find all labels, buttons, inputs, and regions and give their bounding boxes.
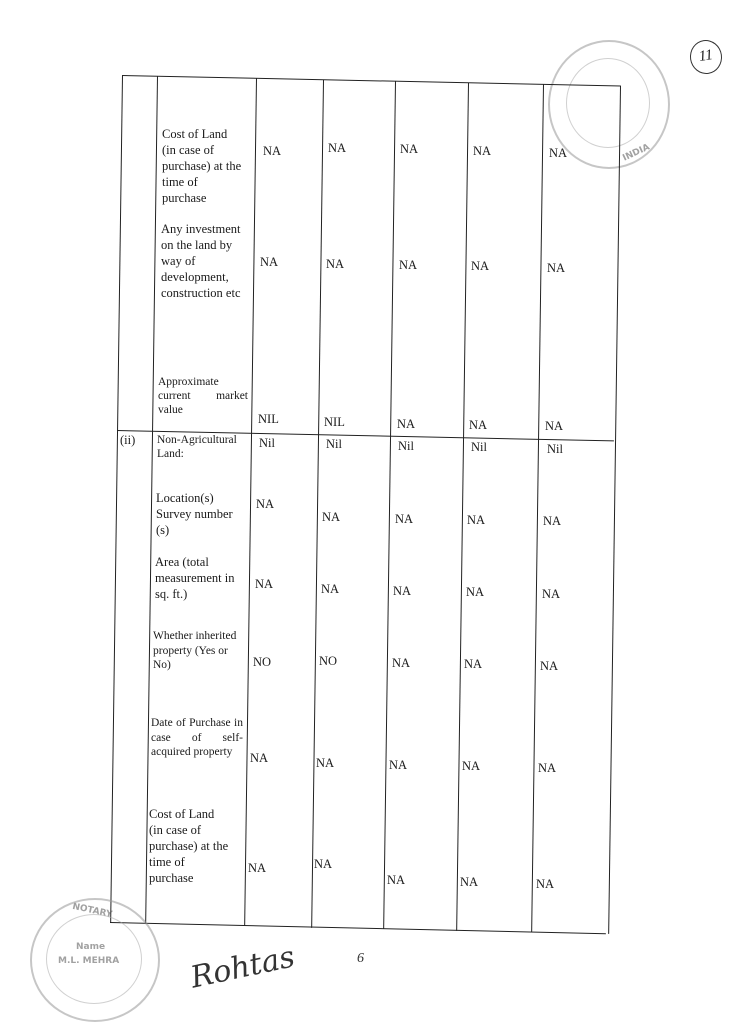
row-label-cost-of-land-2: Cost of Land (in case of purchase) at the time of purchase xyxy=(149,807,229,885)
stamp-top-text: INDIA xyxy=(621,142,652,164)
cell: NA xyxy=(542,587,561,601)
cell: NA xyxy=(473,144,492,158)
cell: NA xyxy=(471,259,490,273)
cell: NA xyxy=(549,146,568,160)
table-col-line-3 xyxy=(311,80,324,928)
cell: NA xyxy=(250,751,269,765)
row-label-date-of-purchase: Date of Purchase in case of self-acquired property xyxy=(151,717,243,758)
cell: NA xyxy=(543,514,562,528)
section-ii-label: (ii) xyxy=(120,433,136,447)
notary-stamp-bottom xyxy=(30,898,160,1022)
cell: NA xyxy=(316,756,335,770)
cell: NA xyxy=(464,657,483,671)
table-top-border xyxy=(122,75,621,86)
cell: NA xyxy=(326,257,345,271)
cell: Nil xyxy=(398,439,414,453)
row-label-investment: Any investment on the land by way of development, construction etc xyxy=(161,222,241,300)
cell: NA xyxy=(540,659,559,673)
cell: Nil xyxy=(326,437,342,451)
cell: NA xyxy=(260,255,279,269)
table-col-line-7 xyxy=(608,86,621,934)
row-label-cost-of-land-1: Cost of Land (in case of purchase) at the time of purchase xyxy=(162,127,242,205)
cell: NA xyxy=(389,758,408,772)
cell: NA xyxy=(328,141,347,155)
stamp-person-text: M.L. MEHRA xyxy=(58,956,120,966)
row-label-location: Location(s) Survey number (s) xyxy=(156,491,233,537)
cell: NA xyxy=(397,417,416,431)
cell: Nil xyxy=(471,440,487,454)
cell: NIL xyxy=(324,415,345,429)
cell: NA xyxy=(256,497,275,511)
cell: NA xyxy=(399,258,418,272)
cell: Nil xyxy=(259,436,275,450)
signature: Rohtas xyxy=(187,939,298,996)
cell: NA xyxy=(547,261,566,275)
row-label-inherited: Whether inherited property (Yes or No) xyxy=(153,630,237,671)
cell: NA xyxy=(469,418,488,432)
cell: NA xyxy=(321,582,340,596)
cell: NA xyxy=(255,577,274,591)
signature-page-number: 6 xyxy=(357,951,364,966)
cell: NA xyxy=(314,857,333,871)
cell: NA xyxy=(536,877,555,891)
cell: NA xyxy=(387,873,406,887)
cell: NA xyxy=(462,759,481,773)
cell: Nil xyxy=(547,442,563,456)
cell: NA xyxy=(263,144,282,158)
row-label-area: Area (total measurement in sq. ft.) xyxy=(155,555,235,601)
cell: NO xyxy=(319,654,338,668)
cell: NA xyxy=(395,512,414,526)
table-col-line-6 xyxy=(531,84,544,932)
cell: NA xyxy=(393,584,412,598)
cell: NA xyxy=(392,656,411,670)
cell: NA xyxy=(460,875,479,889)
cell: NO xyxy=(253,655,272,669)
table-col-line-4 xyxy=(383,81,396,929)
row-label-non-agricultural: Non-Agricultural Land: xyxy=(157,434,237,460)
stamp-name-text: Name xyxy=(76,942,106,952)
page-number: 11 xyxy=(688,38,724,76)
table-col-line-0 xyxy=(110,75,123,923)
cell: NA xyxy=(467,513,486,527)
cell: NA xyxy=(545,419,564,433)
cell: NA xyxy=(466,585,485,599)
cell: NA xyxy=(322,510,341,524)
cell: NIL xyxy=(258,412,279,426)
stamp-notary-text: NOTARY xyxy=(71,901,114,921)
cell: NA xyxy=(538,761,557,775)
cell: NA xyxy=(400,142,419,156)
table-col-line-5 xyxy=(456,83,469,931)
row-label-market-value: Approximate current market value xyxy=(158,376,248,416)
cell: NA xyxy=(248,861,267,875)
